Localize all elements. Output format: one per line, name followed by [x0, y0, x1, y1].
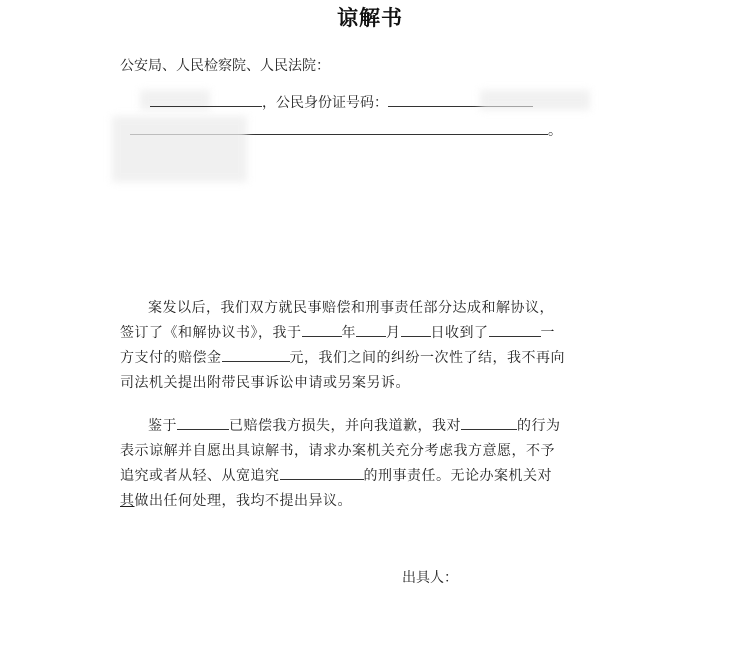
p1-line-1: 案发以后，我们双方就民事赔偿和刑事责任部分达成和解协议，	[148, 300, 554, 316]
p1-l3-text-2: 元，我们之间的纠纷一次性了结，我不再向	[289, 350, 565, 366]
name-blank	[150, 92, 262, 107]
p1-line-2	[120, 321, 620, 346]
year-label: 年	[341, 325, 356, 341]
p1-l3-text-1: 方支付的赔偿金	[120, 350, 222, 366]
month-blank	[356, 322, 386, 337]
p2-l1-text-2: 已赔偿我方损失，并向我道歉，我对	[229, 418, 461, 434]
p2-l1-text-1: 鉴于	[148, 418, 177, 434]
id-line-label: ，公民身份证号码：	[262, 95, 388, 111]
p1-line-3	[120, 346, 620, 371]
compensation-amount-blank	[222, 347, 290, 362]
day-label: 日收到了	[430, 325, 489, 341]
addressee-line	[120, 56, 330, 76]
signature-line	[402, 568, 458, 588]
document-title: 谅解书	[337, 6, 403, 30]
id-line	[150, 92, 533, 113]
month-label: 月	[386, 325, 401, 341]
p2-l3-text-2: 的刑事责任。无论办案机关对	[363, 468, 552, 484]
p2-line-1	[120, 414, 620, 439]
signature-label: 出具人：	[402, 570, 458, 586]
p2-line-4	[120, 489, 620, 514]
p2-l3-text-1: 追究或者从轻、从宽追究	[120, 468, 280, 484]
p2-l4-text-1: 其	[120, 493, 135, 509]
day-blank	[401, 322, 431, 337]
p2-line-3	[120, 464, 620, 489]
p2-line-2: 表示谅解并自愿出具谅解书，请求办案机关充分考虑我方意愿，不予	[120, 443, 555, 459]
addressee-text: 公安局、人民检察院、人民法院：	[120, 58, 330, 74]
payer-blank	[489, 322, 541, 337]
redaction-blur	[480, 90, 590, 110]
p1-line-4: 司法机关提出附带民事诉讼申请或另案另诉。	[120, 375, 410, 391]
redaction-blur	[112, 116, 247, 182]
paragraph-settlement	[120, 296, 620, 396]
id-line-end-mark: 。	[548, 123, 562, 139]
p2-l1-text-3: 的行为	[517, 418, 561, 434]
offender-blank-1	[177, 415, 229, 430]
p1-l2-text-end: 一	[540, 325, 555, 341]
paragraph-forgiveness	[120, 414, 620, 514]
year-blank	[302, 322, 342, 337]
offender-blank-3	[280, 465, 364, 480]
offender-blank-2	[461, 415, 517, 430]
p2-l4-text-2: 做出任何处理，我均不提出异议。	[134, 493, 352, 509]
p1-l2-text-1: 签订了《和解协议书》，我于	[120, 325, 302, 341]
